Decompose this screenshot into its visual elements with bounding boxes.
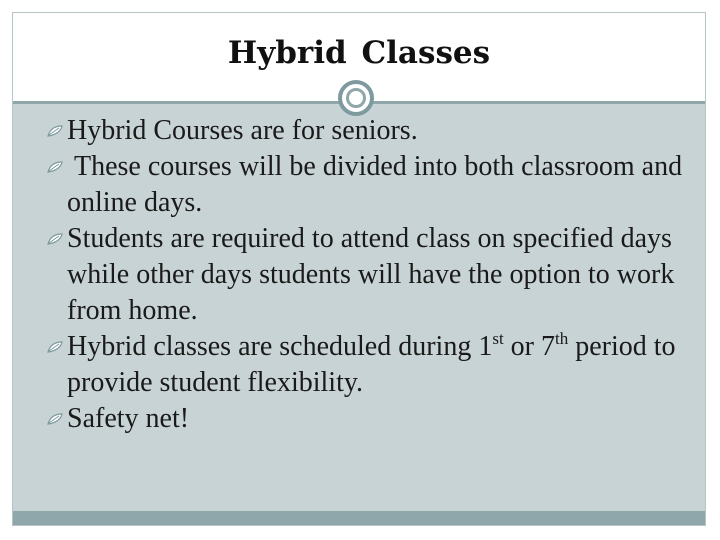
bullet-text: Students are required to attend class on specified days while other days students will have the option to work from home. [67, 223, 675, 326]
leaf-bullet-icon [47, 413, 63, 425]
footer-bar [13, 511, 705, 525]
bullet-text-part: Hybrid classes are scheduled during 1 [67, 331, 493, 362]
bullet-item [43, 329, 693, 401]
bullet-item [43, 149, 693, 221]
ordinal-suffix: th [555, 329, 569, 348]
leaf-bullet-icon [47, 125, 63, 137]
bullet-text-part: or 7 [503, 331, 555, 362]
bullet-text: Safety net! [67, 403, 190, 434]
leaf-bullet-icon [47, 233, 63, 245]
slide-title: Hybrid Classes [227, 35, 491, 71]
bullet-item [43, 401, 693, 437]
slide-frame [12, 12, 706, 526]
ring-ornament-icon [338, 80, 374, 116]
leaf-bullet-icon [47, 341, 63, 353]
leaf-bullet-icon [47, 161, 63, 173]
bullet-item [43, 221, 693, 329]
bullet-item [43, 113, 693, 149]
bullet-list [43, 113, 693, 437]
bullet-text: Hybrid Courses are for seniors. [67, 115, 418, 146]
bullet-text-part: period to provide student flexibility. [67, 331, 676, 398]
ordinal-suffix: st [492, 329, 504, 348]
bullet-text: These courses will be divided into both classroom and online days. [67, 151, 690, 218]
bullet-text [67, 331, 676, 398]
